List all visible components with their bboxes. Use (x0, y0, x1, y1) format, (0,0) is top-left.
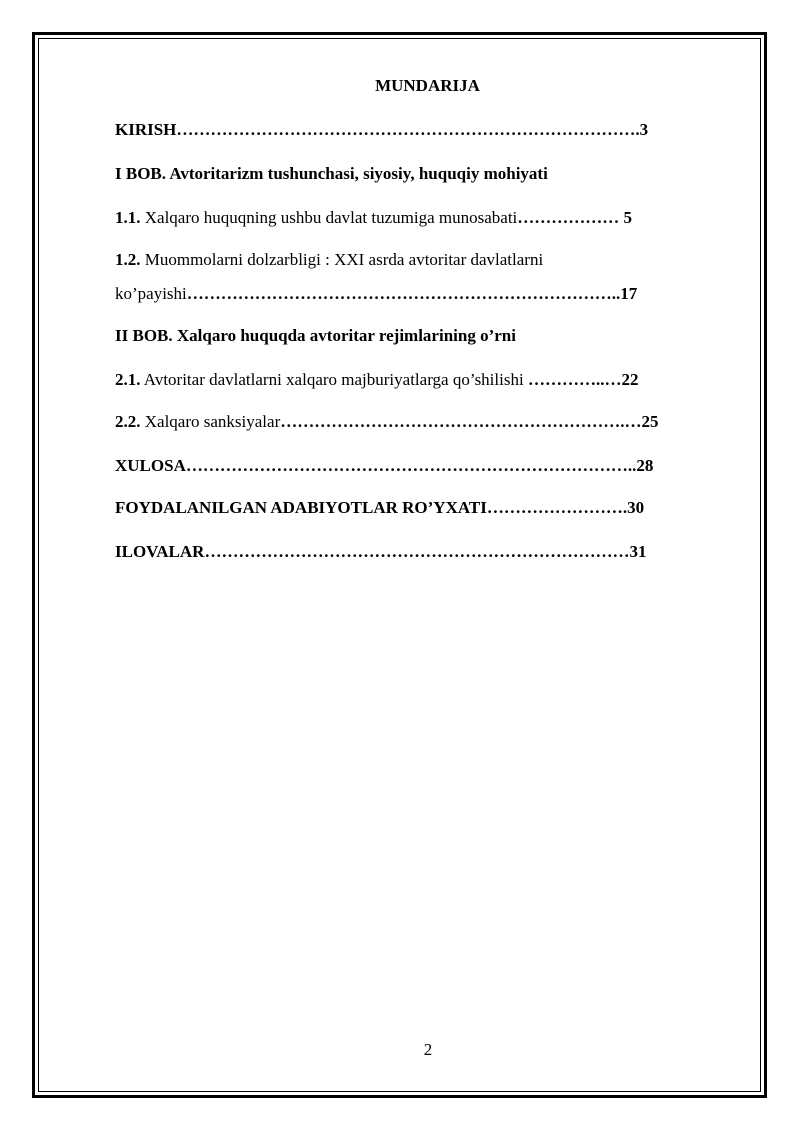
toc-item-number: 2.2. (115, 412, 141, 431)
toc-item-dots: …………..… (527, 370, 622, 389)
toc-item-label: FOYDALANILGAN ADABIYOTLAR RO’YXATI (115, 498, 487, 517)
toc-item-page: 31 (629, 542, 647, 561)
toc-chapter-label: II BOB. Xalqaro huquqda avtoritar rejimlarining o’rni (115, 326, 516, 345)
toc-item-page: 5 (623, 208, 633, 227)
toc-item-1-2-continued[interactable] (115, 282, 637, 306)
toc-item-page: 22 (621, 370, 639, 389)
toc-chapter-2[interactable] (115, 324, 516, 348)
toc-item-page: 25 (641, 412, 659, 431)
toc-item-dots: ……………… (517, 208, 624, 227)
toc-item-adabiyotlar[interactable] (115, 496, 644, 520)
toc-item-dots: ……………………. (486, 498, 628, 517)
toc-item-1-2[interactable] (115, 248, 543, 272)
toc-item-label: Xalqaro sanksiyalar (140, 412, 281, 431)
toc-item-page: 30 (627, 498, 645, 517)
toc-item-dots: …………………………………………………………………….. (185, 456, 637, 475)
toc-item-page: 17 (620, 284, 638, 303)
toc-chapter-1[interactable] (115, 162, 548, 186)
toc-item-xulosa[interactable] (115, 454, 653, 478)
toc-item-2-1[interactable] (115, 368, 638, 392)
page-border-inner (38, 38, 761, 1092)
toc-item-page: 3 (639, 120, 649, 139)
toc-item-label: KIRISH (115, 120, 177, 139)
toc-chapter-label: I BOB. Avtoritarizm tushunchasi, siyosiy, huquqiy mohiyati (115, 164, 548, 183)
toc-item-label: XULOSA (115, 456, 186, 475)
toc-item-number: 2.1. (115, 370, 141, 389)
toc-heading: MUNDARIJA (375, 76, 480, 95)
toc-item-label: ko’payishi (115, 284, 187, 303)
toc-item-dots: …………………………………………………….… (280, 412, 642, 431)
page-number: 2 (423, 1040, 433, 1059)
table-of-contents (115, 74, 715, 561)
toc-item-1-1[interactable] (115, 206, 632, 230)
toc-item-page: 28 (636, 456, 654, 475)
toc-item-label: Xalqaro huquqning ushbu davlat tuzumiga munosabati (140, 208, 518, 227)
toc-item-number: 1.1. (115, 208, 141, 227)
toc-item-number: 1.2. (115, 250, 141, 269)
toc-item-2-2[interactable] (115, 410, 658, 434)
toc-item-dots: ………………………………………………………………… (204, 542, 630, 561)
toc-item-ilovalar[interactable] (115, 540, 646, 564)
toc-item-label: Muommolarni dolzarbligi : XXI asrda avtoritar davlatlarni (140, 250, 544, 269)
toc-item-dots: ………………………………………………………………….. (186, 284, 621, 303)
toc-item-label: ILOVALAR (115, 542, 205, 561)
toc-item-kirish[interactable] (115, 118, 648, 142)
toc-item-dots: ………………………………………………………………………. (176, 120, 640, 139)
toc-item-label: Avtoritar davlatlarni xalqaro majburiyatlarga qo’shilishi (140, 370, 528, 389)
